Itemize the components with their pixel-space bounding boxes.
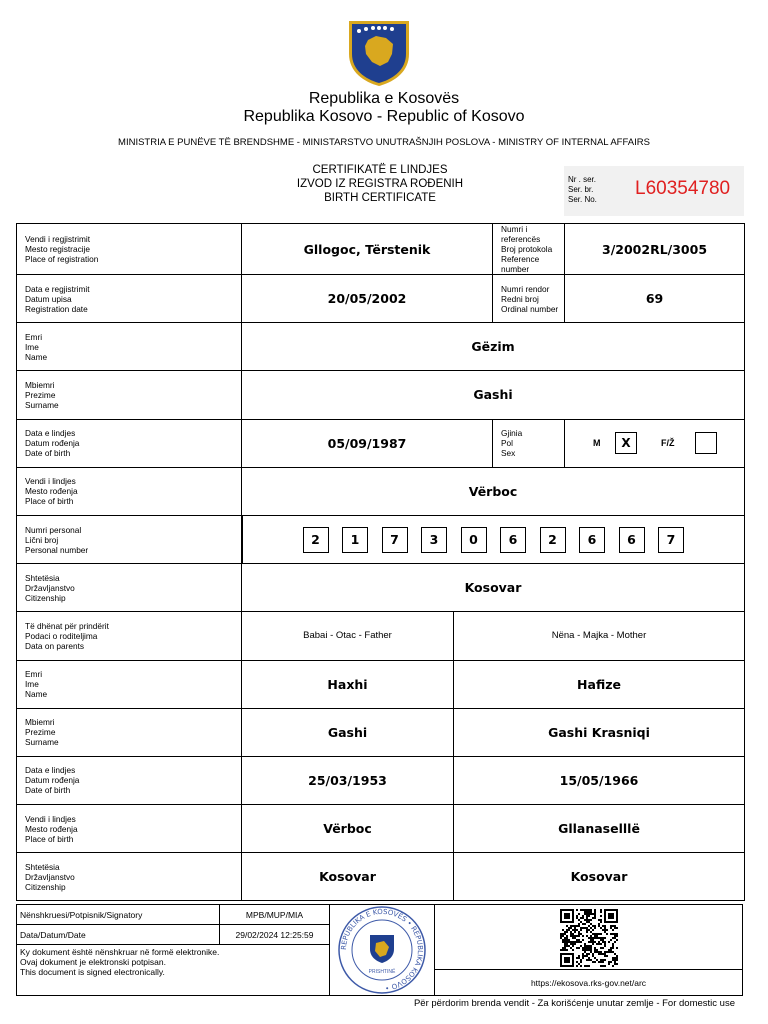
mother-dob-value: 15/05/1966 [454, 756, 745, 804]
label-parent-pob: Vendi i lindjes Mesto rođenja Place of birth [17, 805, 242, 853]
qr-cell [435, 905, 743, 970]
father-citizenship-value: Kosovar [242, 853, 454, 901]
personal-number-digit: 1 [342, 527, 368, 553]
personal-number-digit: 3 [421, 527, 447, 553]
sex-value-cell [565, 419, 745, 467]
personal-number-value [242, 515, 745, 563]
personal-number-digit: 6 [619, 527, 645, 553]
note-en: This document is signed electronically. [20, 967, 165, 977]
official-seal-icon [332, 905, 432, 995]
ministry-name: MINISTRIA E PUNËVE TË BRENDSHME - MINISTARSTVO UNUTRAŠNJIH POSLOVA - MINISTRY OF INTERNAL AFFAIRS [118, 137, 650, 148]
personal-number-digit: 6 [500, 527, 526, 553]
personal-number-digit: 2 [303, 527, 329, 553]
row-place-of-birth [17, 467, 745, 515]
personal-number-digit: 7 [382, 527, 408, 553]
mother-header: Nëna - Majka - Mother [454, 612, 745, 660]
label-data-on-parents: Të dhënat për prindërit Podaci o roditeljima Data on parents [17, 612, 242, 660]
label-citizenship: Shtetësia Državljanstvo Citizenship [17, 564, 242, 612]
mother-citizenship-value: Kosovar [454, 853, 745, 901]
reference-number-value: 3/2002RL/3005 [565, 224, 745, 275]
label-place-of-birth: Vendi i lindjes Mesto rođenja Place of birth [17, 467, 242, 515]
label-parent-name: Emri Ime Name [17, 660, 242, 708]
birth-record-table [16, 223, 745, 901]
label-personal-number: Numri personal Lični broj Personal number [17, 515, 242, 563]
father-dob-value: 25/03/1953 [242, 756, 454, 804]
personal-number-digit: 7 [658, 527, 684, 553]
mother-pob-value: Gllanaselllë [454, 805, 745, 853]
country-name-albanian: Republika e Kosovës [308, 90, 460, 107]
title-albanian: CERTIFIKATË E LINDJES [312, 164, 448, 176]
row-name [17, 323, 745, 371]
father-header: Babai - Otac - Father [242, 612, 454, 660]
sex-m-label: M [593, 437, 601, 448]
label-parent-dob: Data e lindjes Datum rođenja Date of birth [17, 756, 242, 804]
kosovo-emblem-icon [346, 18, 412, 88]
date-value: 29/02/2024 12:25:59 [220, 925, 330, 945]
row-registration-date [17, 275, 745, 323]
sex-f-label: F/Ž [661, 437, 675, 448]
row-parents-header [17, 612, 745, 660]
label-parent-citizenship: Shtetësia Državljanstvo Citizenship [17, 853, 242, 901]
registration-date-value: 20/05/2002 [242, 275, 493, 323]
mother-surname-value: Gashi Krasniqi [454, 708, 745, 756]
country-name-serbian-english: Republika Kosovo - Republic of Kosovo [243, 108, 525, 125]
row-surname [17, 371, 745, 419]
label-ordinal-number: Numri rendor Redni broj Ordinal number [493, 275, 565, 323]
label-sex: Gjinia Pol Sex [493, 419, 565, 467]
serial-label-sr: Ser. br. [568, 185, 594, 194]
serial-number: L60354780 [635, 178, 731, 199]
label-name: Emri Ime Name [17, 323, 242, 371]
personal-number-digit: 0 [461, 527, 487, 553]
signatory-label: Nënshkruesi/Potpisnik/Signatory [17, 905, 220, 925]
seal-cell [330, 905, 435, 996]
signature-table [16, 904, 743, 996]
verification-url[interactable]: https://ekosova.rks-gov.net/arc [435, 970, 743, 996]
note-sr: Ovaj dokument je elektronski potpisan. [20, 957, 166, 967]
title-english: BIRTH CERTIFICATE [324, 192, 436, 204]
personal-number-digit: 2 [540, 527, 566, 553]
sex-f-checkbox [695, 432, 717, 454]
row-parents-pob [17, 805, 745, 853]
seal-text: REPUBLIKA E KOSOVËS • REPUBLIKA KOSOVO • [339, 907, 425, 992]
serial-labels [568, 175, 597, 205]
citizenship-value: Kosovar [242, 564, 745, 612]
ordinal-number-value: 69 [565, 275, 745, 323]
surname-value: Gashi [242, 371, 745, 419]
mother-name-value: Hafize [454, 660, 745, 708]
label-place-of-registration: Vendi i regjistrimit Mesto registracije Place of registration [17, 224, 242, 275]
note-sq: Ky dokument është nënshkruar në formë elektronike. [20, 947, 220, 957]
label-surname: Mbiemri Prezime Surname [17, 371, 242, 419]
row-parents-name [17, 660, 745, 708]
row-personal-number [17, 515, 745, 563]
row-parents-citizenship [17, 853, 745, 901]
row-parents-surname [17, 708, 745, 756]
place-of-birth-value: Vërboc [242, 467, 745, 515]
qr-code-icon [560, 909, 618, 967]
serial-label-sq: Nr . ser. [568, 175, 597, 184]
domestic-use-note: Për përdorim brenda vendit - Za korišćenje unutar zemlje - For domestic use [413, 998, 735, 1009]
father-pob-value: Vërboc [242, 805, 454, 853]
electronic-signature-note [17, 945, 330, 996]
title-serbian: IZVOD IZ REGISTRA ROĐENIH [296, 178, 464, 190]
name-value: Gëzim [242, 323, 745, 371]
date-label: Data/Datum/Date [17, 925, 220, 945]
date-of-birth-value: 05/09/1987 [242, 419, 493, 467]
sex-m-checkbox: X [615, 432, 637, 454]
signatory-value: MPB/MUP/MIA [220, 905, 330, 925]
certificate-title [230, 163, 530, 205]
label-parent-surname: Mbiemri Prezime Surname [17, 708, 242, 756]
row-parents-dob [17, 756, 745, 804]
personal-number-digit: 6 [579, 527, 605, 553]
label-registration-date: Data e regjistrimit Datum upisa Registration date [17, 275, 242, 323]
seal-city: PRISHTINË [368, 969, 396, 975]
row-registration-place [17, 224, 745, 275]
father-name-value: Haxhi [242, 660, 454, 708]
row-citizenship [17, 564, 745, 612]
father-surname-value: Gashi [242, 708, 454, 756]
place-of-registration-value: Gllogoc, Tërstenik [242, 224, 493, 275]
row-dob-sex [17, 419, 745, 467]
serial-label-en: Ser. No. [568, 195, 597, 204]
label-reference-number: Numri i referencës Broj protokola Reference number [493, 224, 565, 275]
label-date-of-birth: Data e lindjes Datum rođenja Date of birth [17, 419, 242, 467]
